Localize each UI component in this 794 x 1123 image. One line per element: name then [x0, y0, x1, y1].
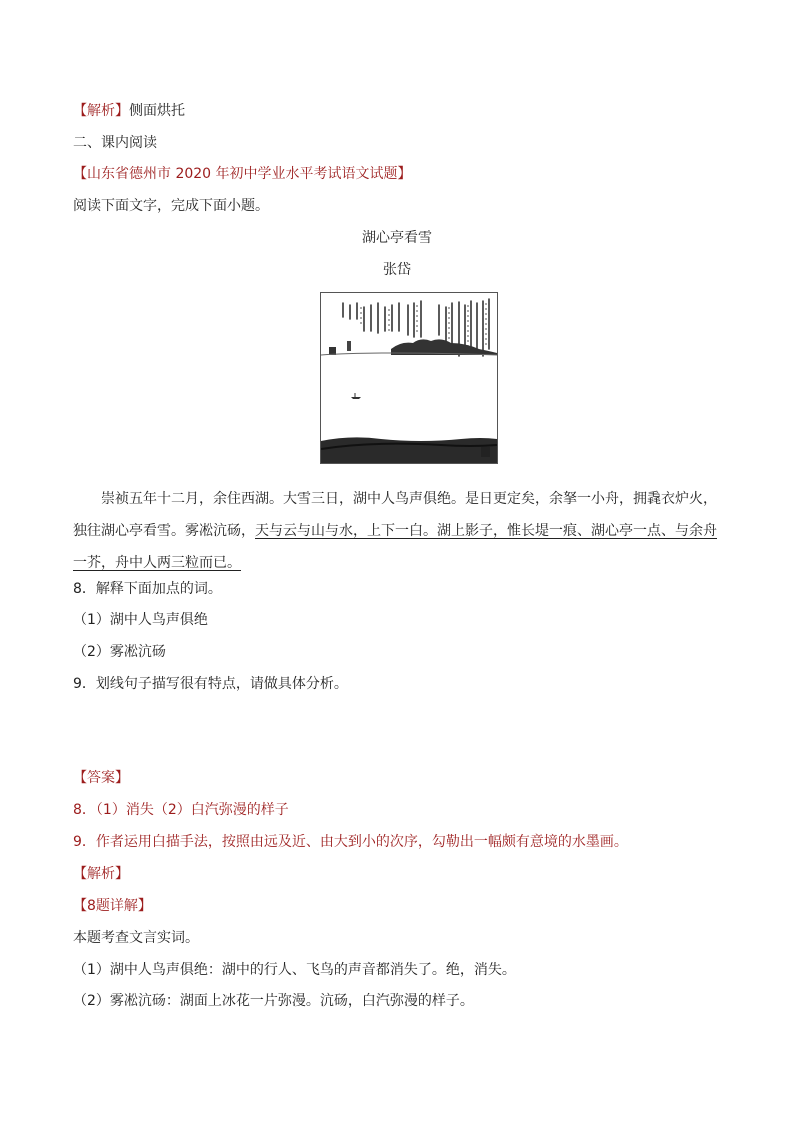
detail-item-2: （2）雾凇沆砀：湖面上冰花一片弥漫。沆砀，白汽弥漫的样子。	[73, 993, 474, 1009]
underlined-sentence-part-1: 天与云与山与水，上下一白。湖上影子，惟长堤一痕、湖心亭一点、与余舟	[255, 523, 717, 539]
passage-line-1: 崇祯五年十二月，余住西湖。大雪三日，湖中人鸟声俱绝。是日更定矣，余拏一小舟，拥毳衣炉火，	[101, 491, 717, 507]
detail-intro: 本题考查文言实词。	[73, 930, 199, 946]
passage-line-3	[73, 547, 723, 579]
answer-9: 9．作者运用白描手法，按照由远及近、由大到小的次序，勾勒出一幅颇有意境的水墨画。	[73, 834, 628, 850]
analysis-tag: 【解析】	[73, 103, 129, 119]
question-8: 8．解释下面加点的词。	[73, 581, 222, 597]
detail-8-label: 【8题详解】	[73, 898, 152, 914]
analysis-text: 侧面烘托	[129, 103, 185, 119]
ink-landscape-illustration	[321, 293, 497, 463]
question-9: 9．划线句子描写很有特点，请做具体分析。	[73, 676, 348, 692]
passage	[73, 483, 723, 579]
question-8-1: （1）湖中人鸟声俱绝	[73, 612, 208, 628]
detail-item-1: （1）湖中人鸟声俱绝：湖中的行人、飞鸟的声音都消失了。绝，消失。	[73, 962, 516, 978]
source-note: 【山东省德州市 2020 年初中学业水平考试语文试题】	[73, 166, 412, 182]
ink-painting-image	[320, 292, 498, 464]
answer-8: 8．（1）消失（2）白汽弥漫的样子	[73, 802, 289, 818]
answer-label: 【答案】	[73, 770, 129, 786]
analysis-label: 【解析】	[73, 866, 129, 882]
passage-line-2-plain: 独往湖心亭看雪。雾凇沆砀，	[73, 523, 255, 539]
question-8-2: （2）雾凇沆砀	[73, 644, 166, 660]
poem-author: 张岱	[383, 262, 411, 278]
passage-line-2	[73, 515, 723, 547]
poem-title: 湖心亭看雪	[362, 230, 432, 246]
reading-instruction: 阅读下面文字，完成下面小题。	[73, 198, 269, 214]
section-title: 二、课内阅读	[73, 135, 157, 151]
underlined-sentence-part-2: 一芥，舟中人两三粒而已。	[73, 555, 241, 571]
top-analysis-line	[73, 102, 185, 120]
